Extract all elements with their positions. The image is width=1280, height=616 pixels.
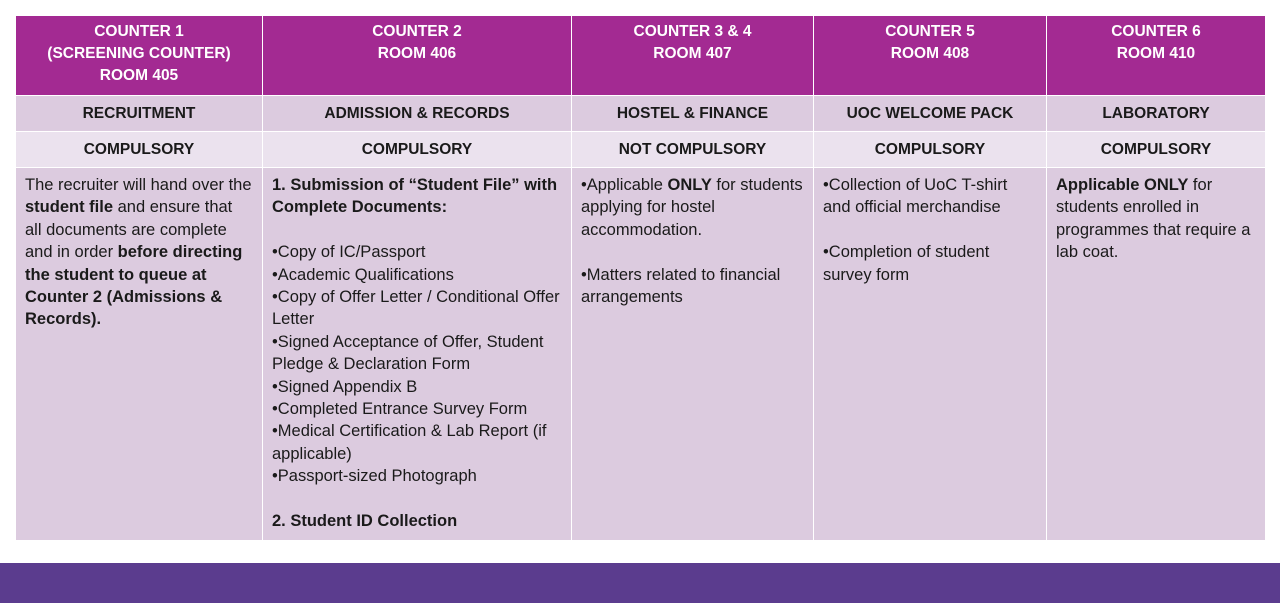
counter-5-title: COUNTER 5 xyxy=(885,23,975,40)
counter-6-description xyxy=(1047,168,1266,541)
counter-3-4-service: HOSTEL & FINANCE xyxy=(572,96,814,132)
merchandise-bullet: •Collection of UoC T-shirt and official merchandise xyxy=(823,176,1008,217)
description-row xyxy=(16,168,1266,541)
counter-3-4-description xyxy=(572,168,814,541)
counter-2-requirement: COMPULSORY xyxy=(263,132,572,168)
document-item: •Copy of IC/Passport xyxy=(272,243,426,262)
counter-2-room: ROOM 406 xyxy=(377,45,457,62)
document-item: •Signed Appendix B xyxy=(272,377,418,396)
counter-table xyxy=(15,15,1266,541)
service-row xyxy=(16,96,1266,132)
counter-1-subtitle: (SCREENING COUNTER) xyxy=(47,45,231,62)
counter-5-requirement: COMPULSORY xyxy=(814,132,1047,168)
counter-3-4-room: ROOM 407 xyxy=(653,45,732,62)
counter-2-desc-heading: 1. Submission of “Student File” with Complete Documents: xyxy=(272,176,558,217)
document-item: •Academic Qualifications xyxy=(272,265,454,284)
counter-2-description xyxy=(263,168,572,541)
counter-1-title: COUNTER 1 xyxy=(94,23,184,40)
document-item: •Passport-sized Photograph xyxy=(272,467,477,486)
counter-5-description xyxy=(814,168,1047,541)
finance-bullet: •Matters related to financial arrangements xyxy=(581,265,781,307)
document-item: •Signed Acceptance of Offer, Student Pledge & Declaration Form xyxy=(272,332,544,374)
counter-3-4-header xyxy=(572,16,814,96)
counter-6-room: ROOM 410 xyxy=(1116,45,1196,62)
counter-1-room: ROOM 405 xyxy=(99,67,179,84)
counter-6-title: COUNTER 6 xyxy=(1111,23,1201,40)
counter-1-desc-text: The recruiter will hand over the xyxy=(25,176,252,194)
document-item: •Completed Entrance Survey Form xyxy=(272,400,528,419)
document-item: •Copy of Offer Letter / Conditional Offer Letter xyxy=(272,288,560,329)
counter-1-header xyxy=(16,16,263,96)
header-row xyxy=(16,16,1266,96)
counter-3-4-title: COUNTER 3 & 4 xyxy=(633,23,752,40)
counter-6-header xyxy=(1047,16,1266,96)
survey-bullet: •Completion of student survey form xyxy=(823,243,990,284)
footer-bar xyxy=(0,563,1280,603)
counter-6-requirement: COMPULSORY xyxy=(1047,132,1266,168)
counter-1-desc-text-2: and ensure that all documents are complete and in order xyxy=(25,198,233,262)
counter-3-4-requirement: NOT COMPULSORY xyxy=(572,132,814,168)
counter-1-desc-bold: student file xyxy=(25,198,114,217)
counter-6-service: LABORATORY xyxy=(1047,96,1266,132)
counter-5-header xyxy=(814,16,1047,96)
requirement-row xyxy=(16,132,1266,168)
counter-2-desc-footer: 2. Student ID Collection xyxy=(272,512,458,531)
counter-1-service: RECRUITMENT xyxy=(16,96,263,132)
hostel-bullet: •Applicable ONLY for students applying for hostel accommodation. xyxy=(581,176,803,239)
document-item: •Medical Certification & Lab Report (if applicable) xyxy=(272,422,547,463)
counter-2-title: COUNTER 2 xyxy=(372,23,462,40)
counter-5-room: ROOM 408 xyxy=(890,45,970,62)
counter-1-description xyxy=(16,168,263,541)
counter-6-desc-text: for students enrolled in programmes that require a lab coat. xyxy=(1056,176,1251,262)
counter-1-desc-bold-2: before directing the student to queue at Counter 2 (Admissions & Records). xyxy=(25,243,243,329)
counter-2-header xyxy=(263,16,572,96)
counter-2-service: ADMISSION & RECORDS xyxy=(263,96,572,132)
hostel-bullet-bold: ONLY xyxy=(667,176,712,194)
counter-1-requirement: COMPULSORY xyxy=(16,132,263,168)
counter-6-desc-bold: Applicable ONLY xyxy=(1056,176,1189,194)
counter-5-service: UOC WELCOME PACK xyxy=(814,96,1047,132)
